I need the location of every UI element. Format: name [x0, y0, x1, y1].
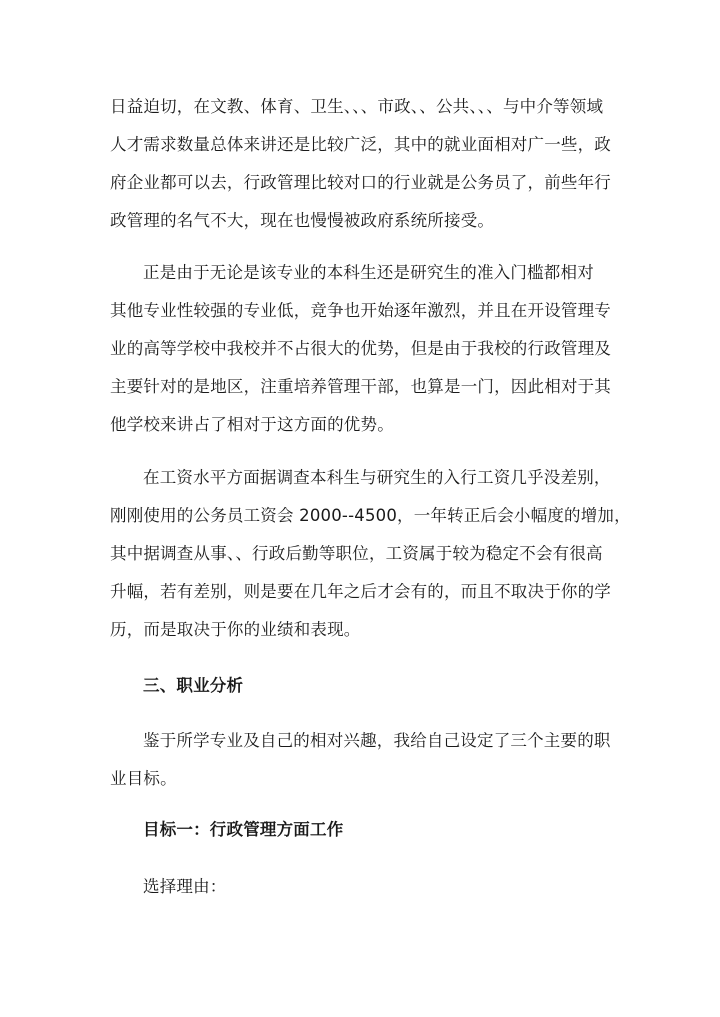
text-line: 刚刚使用的公务员工资会 2000--4500，一年转正后会小幅度的增加，: [110, 506, 631, 525]
text-line: 业的高等学校中我校并不占很大的优势，但是由于我校的行政管理及: [110, 339, 611, 358]
text-line: 选择理由：: [143, 877, 227, 896]
section-heading: [110, 667, 615, 705]
subsection-heading-text: 目标一：行政管理方面工作: [143, 820, 344, 839]
text-line: 其中据调查从事、、行政后勤等职位，工资属于较为稳定不会有很高: [110, 544, 603, 563]
text-line: 在工资水平方面据调查本科生与研究生的入行工资几乎没差别，: [143, 468, 611, 487]
text-line: 鉴于所学专业及自己的相对兴趣，我给自己设定了三个主要的职: [143, 731, 611, 750]
text-line: 其他专业性较强的专业低，竞争也开始逐年激烈，并且在开设管理专: [110, 301, 611, 320]
text-line: 业目标。: [110, 769, 177, 788]
paragraph-5: [110, 868, 615, 906]
text-line: 他学校来讲占了相对于这方面的优势。: [110, 415, 394, 434]
text-line: 正是由于无论是该专业的本科生还是研究生的准入门槛都相对: [143, 263, 594, 282]
subsection-heading: [110, 811, 615, 849]
text-line: 历，而是取决于你的业绩和表现。: [110, 620, 361, 639]
text-line: 人才需求数量总体来讲还是比较广泛，其中的就业面相对广一些，政: [110, 135, 611, 154]
text-line: 升幅，若有差别，则是要在几年之后才会有的，而且不取决于你的学: [110, 582, 611, 601]
text-line: 政管理的名气不大，现在也慢慢被政府系统所接受。: [110, 211, 495, 230]
paragraph-3: [110, 459, 631, 649]
paragraph-2: [110, 254, 615, 444]
section-heading-text: 三、职业分析: [143, 676, 244, 695]
text-line: 府企业都可以去，行政管理比较对口的行业就是公务员了，前些年行: [110, 173, 611, 192]
text-line: 日益迫切，在文教、体育、卫生、、、市政、、公共、、、与中介等领域: [110, 97, 604, 116]
paragraph-1: [110, 88, 615, 240]
text-line: 主要针对的是地区，注重培养管理干部，也算是一门，因此相对于其: [110, 377, 611, 396]
paragraph-4: [110, 722, 615, 798]
